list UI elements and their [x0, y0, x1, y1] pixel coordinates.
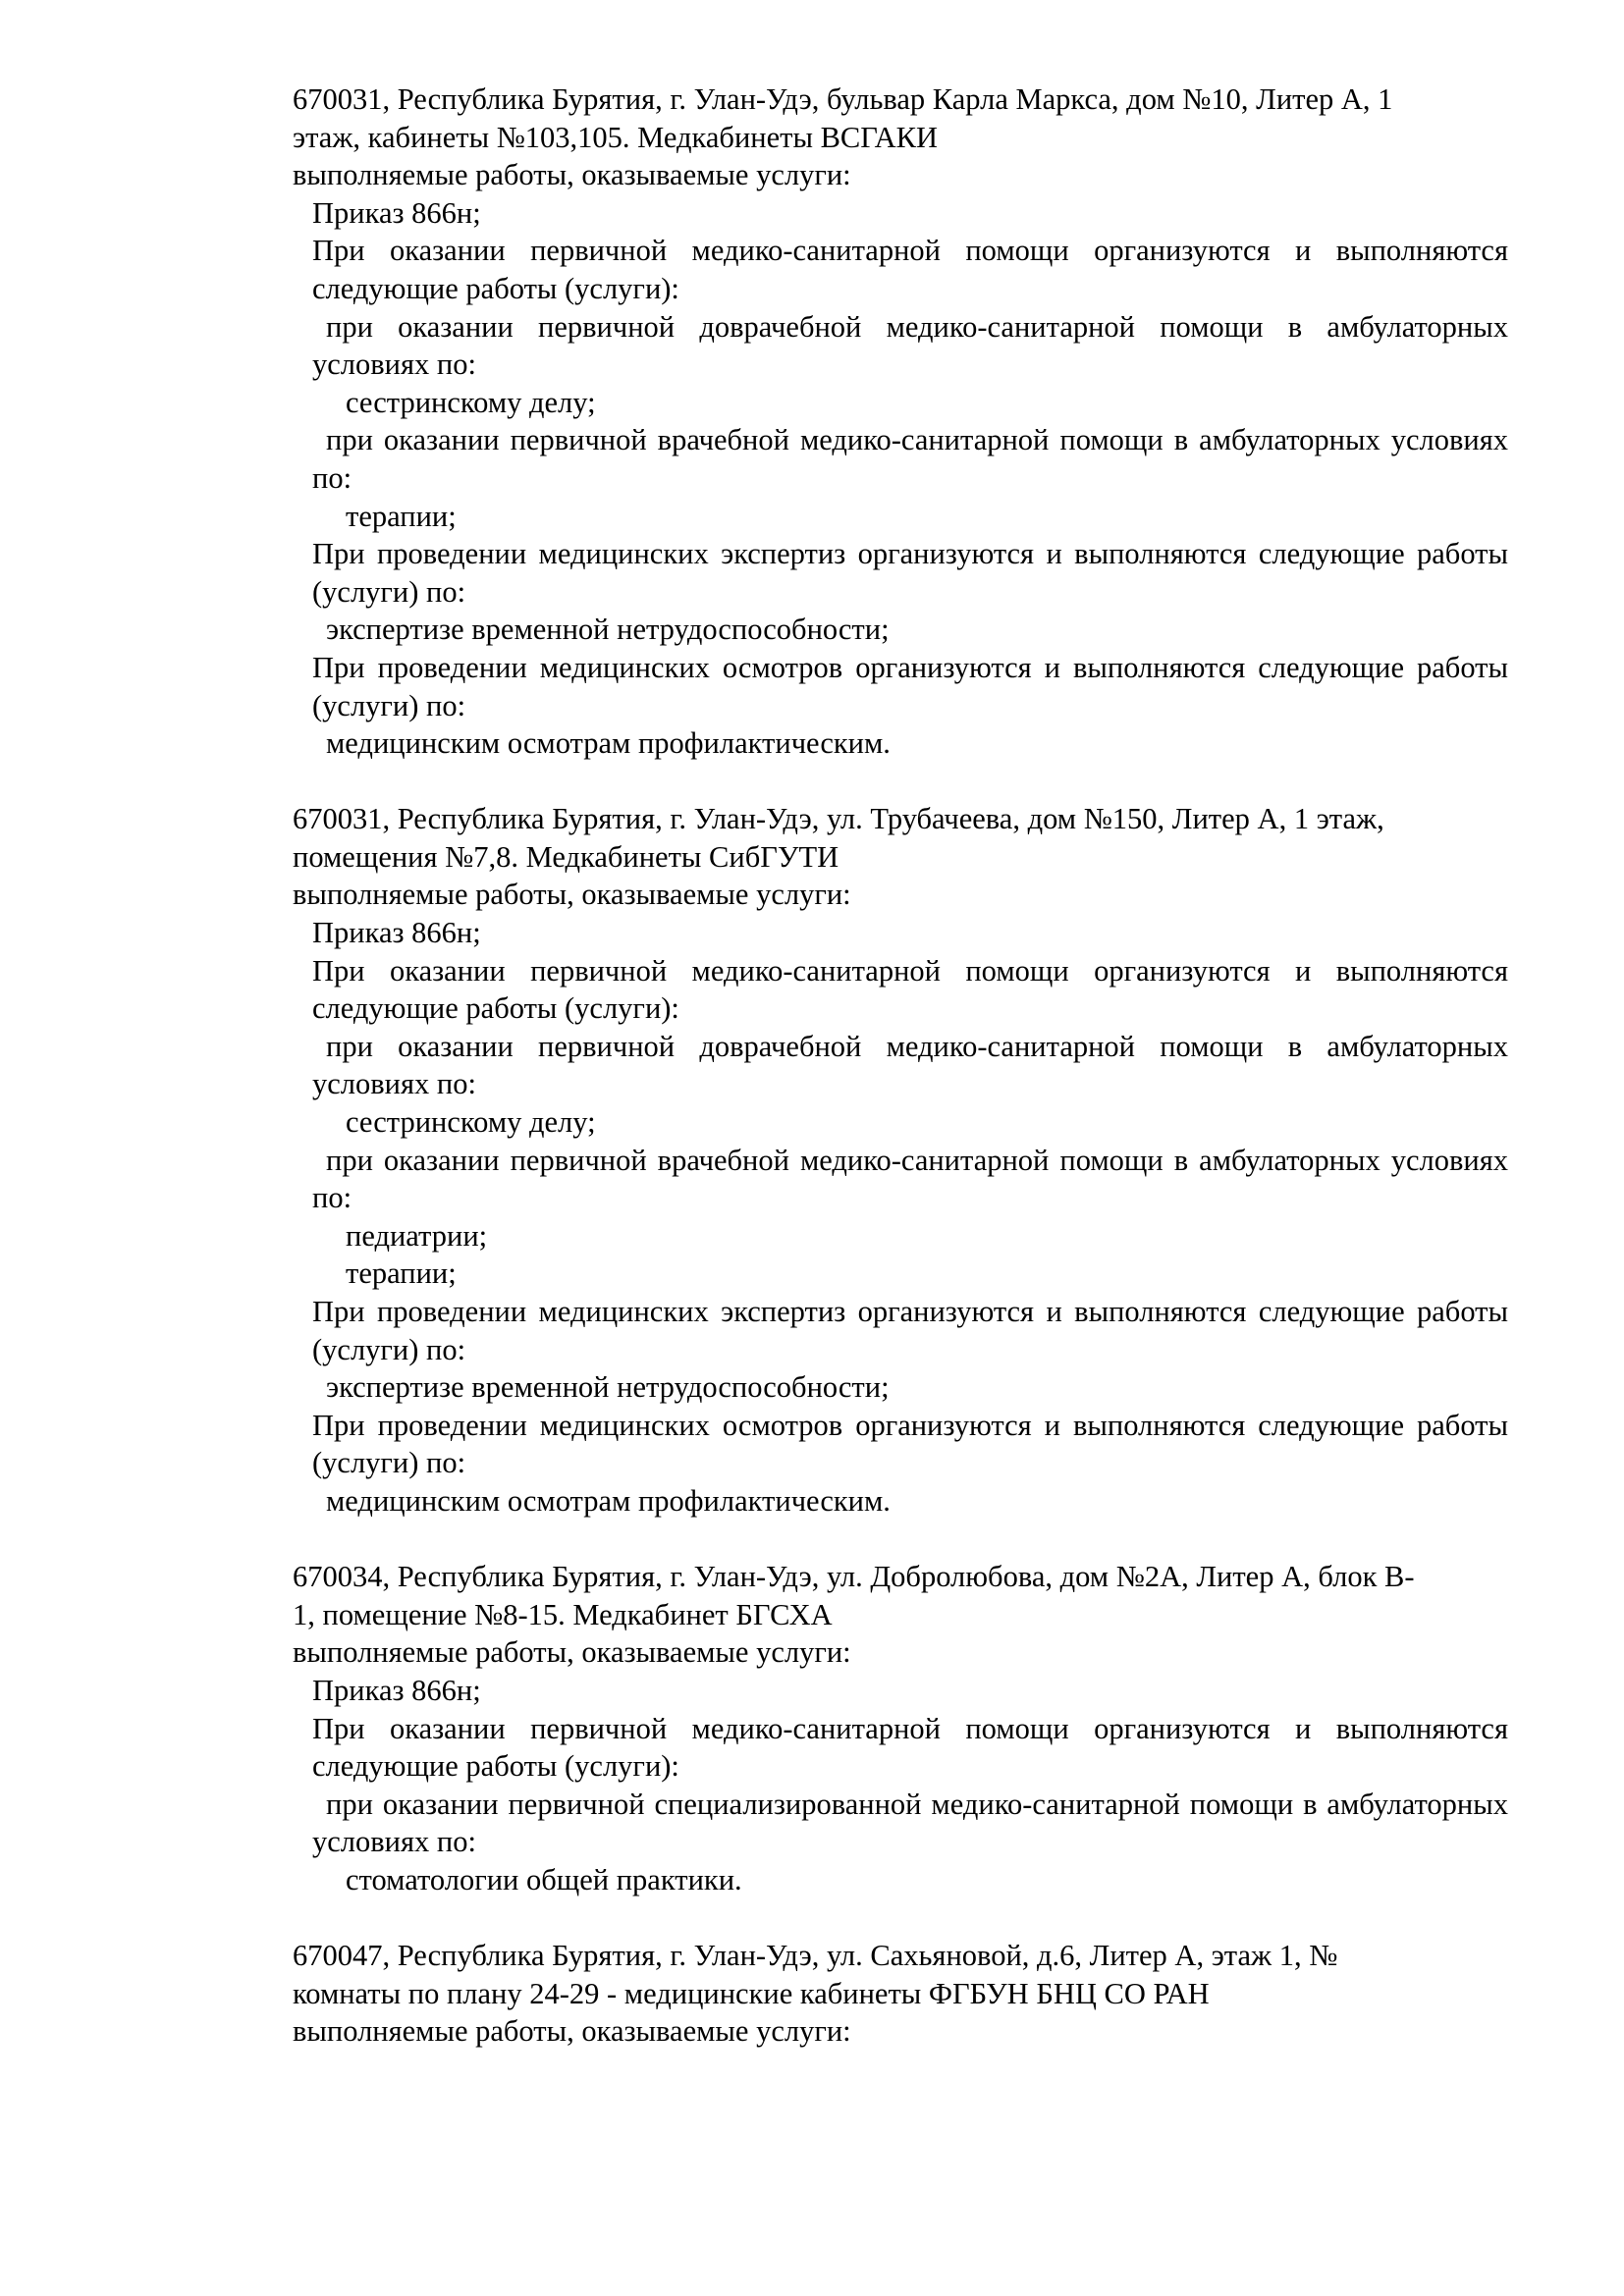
services-label: выполняемые работы, оказываемые услуги:	[293, 878, 851, 912]
facility-block	[293, 800, 1565, 1520]
service-paragraph: при оказании первичной специализированной медико-санитарной помощи в амбулаторных условиях по:	[312, 1787, 1508, 1859]
services-label: выполняемые работы, оказываемые услуги:	[293, 158, 851, 192]
service-paragraph: При проведении медицинских осмотров организуются и выполняются следующие работы (услуги) по:	[312, 1408, 1508, 1480]
service-paragraph: при оказании первичной врачебной медико-санитарной помощи в амбулаторных условиях по:	[312, 423, 1508, 495]
address-line: 670031, Республика Бурятия, г. Улан-Удэ, бульвар Карла Маркса, дом №10, Литер А, 1	[293, 82, 1393, 116]
service-item: экспертизе временной нетрудоспособности;	[326, 1370, 890, 1405]
service-item: педиатрии;	[346, 1218, 488, 1253]
address-line: этаж, кабинеты №103,105. Медкабинеты ВСГАКИ	[293, 120, 938, 154]
service-paragraph: При оказании первичной медико-санитарной помощи организуются и выполняются следующие работы (услуги):	[312, 1711, 1508, 1784]
services-label: выполняемые работы, оказываемые услуги:	[293, 1635, 851, 1670]
service-item: медицинским осмотрам профилактическим.	[326, 726, 891, 761]
address-line: помещения №7,8. Медкабинеты СибГУТИ	[293, 839, 839, 874]
order-reference: Приказ 866н;	[312, 195, 481, 230]
service-paragraph: при оказании первичной врачебной медико-санитарной помощи в амбулаторных условиях по:	[312, 1143, 1508, 1215]
service-item: терапии;	[346, 499, 457, 533]
service-paragraph: При проведении медицинских экспертиз организуются и выполняются следующие работы (услуги) по:	[312, 1295, 1508, 1366]
service-paragraph: При оказании первичной медико-санитарной помощи организуются и выполняются следующие работы (услуги):	[312, 234, 1508, 305]
service-item: сестринскому делу;	[346, 385, 596, 419]
service-paragraph: При оказании первичной медико-санитарной помощи организуются и выполняются следующие работы (услуги):	[312, 953, 1508, 1026]
document-page	[293, 80, 1565, 2088]
address-line: 1, помещение №8-15. Медкабинет БГСХА	[293, 1597, 833, 1631]
facility-block	[293, 1937, 1565, 2051]
service-item: медицинским осмотрам профилактическим.	[326, 1483, 891, 1518]
address-line: 670047, Республика Бурятия, г. Улан-Удэ, ул. Сахьяновой, д.6, Литер А, этаж 1, №	[293, 1939, 1338, 1973]
service-paragraph: при оказании первичной доврачебной медико-санитарной помощи в амбулаторных условиях по:	[312, 1029, 1508, 1101]
facility-block	[293, 80, 1565, 763]
address-line: комнаты по плану 24-29 - медицинские кабинеты ФГБУН БНЦ СО РАН	[293, 1976, 1210, 2010]
service-item: терапии;	[346, 1256, 457, 1291]
address-line: 670031, Республика Бурятия, г. Улан-Удэ, ул. Трубачеева, дом №150, Литер А, 1 этаж,	[293, 802, 1384, 836]
order-reference: Приказ 866н;	[312, 1673, 481, 1707]
service-paragraph: При проведении медицинских экспертиз организуются и выполняются следующие работы (услуги) по:	[312, 537, 1508, 609]
facility-block	[293, 1558, 1565, 1898]
service-item: сестринскому делу;	[346, 1105, 596, 1140]
service-item: экспертизе временной нетрудоспособности;	[326, 613, 890, 647]
service-paragraph: При проведении медицинских осмотров организуются и выполняются следующие работы (услуги) по:	[312, 650, 1508, 722]
address-line: 670034, Республика Бурятия, г. Улан-Удэ, ул. Добролюбова, дом №2А, Литер А, блок В-	[293, 1560, 1415, 1594]
services-label: выполняемые работы, оказываемые услуги:	[293, 2014, 851, 2049]
service-paragraph: при оказании первичной доврачебной медико-санитарной помощи в амбулаторных условиях по:	[312, 309, 1508, 382]
service-item: стоматологии общей практики.	[346, 1862, 742, 1896]
order-reference: Приказ 866н;	[312, 916, 481, 950]
